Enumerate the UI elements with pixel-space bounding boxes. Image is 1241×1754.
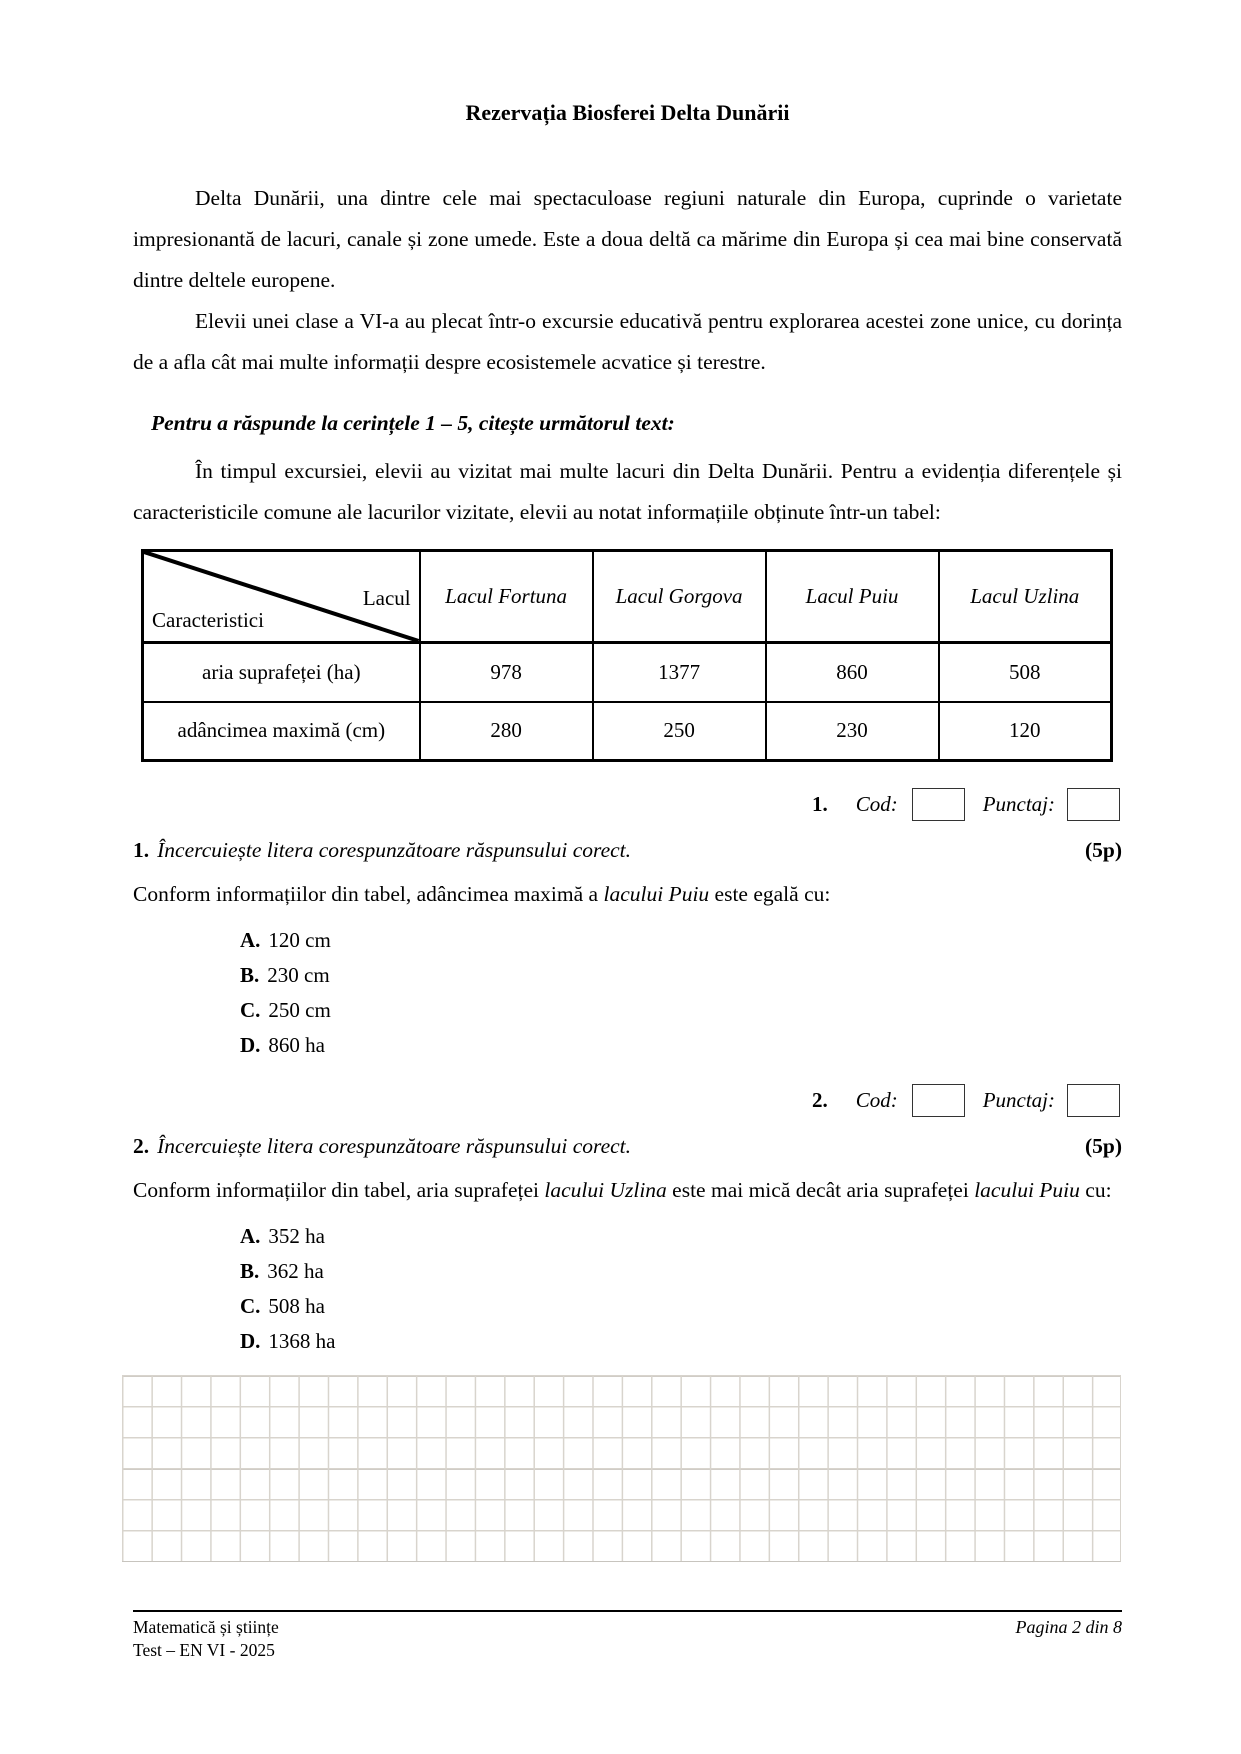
cell-depth-uzlina: 120	[939, 702, 1112, 761]
punctaj-label-q1: Punctaj:	[982, 791, 1055, 816]
footer-page-number: Pagina 2 din 8	[1015, 1617, 1122, 1637]
q1-body-text: Conform informațiilor din tabel, adâncimea maximă a	[133, 882, 604, 906]
q2-option-a	[240, 1224, 1122, 1249]
score-q2-number: 2.	[811, 1087, 828, 1112]
column-header-lake-puiu: Lacul Puiu	[766, 551, 939, 643]
page-title: Rezervația Biosferei Delta Dunării	[465, 100, 790, 125]
q1-option-c	[240, 998, 1122, 1023]
cell-depth-fortuna: 280	[420, 702, 593, 761]
row-label-depth: adâncimea maximă (cm)	[143, 702, 420, 761]
punctaj-box-q1[interactable]	[1067, 788, 1120, 821]
reading-instruction: Pentru a răspunde la cerințele 1 – 5, citește următorul text:	[151, 411, 675, 435]
q2-option-b	[240, 1259, 1122, 1284]
intro-paragraph-1: Delta Dunării, una dintre cele mai spectaculoase regiuni naturale din Europa, cuprinde o varietate impresionantă de lacuri, canale și zone umede. Este a doua deltă ca mărime din Europa și cea mai bine conservată dintre deltele europene.	[133, 186, 1122, 292]
q2-option-a-letter: A.	[240, 1224, 261, 1248]
table-intro-paragraph: În timpul excursiei, elevii au vizitat mai multe lacuri din Delta Dunării. Pentru a evidenția diferențele și caracteristicile comune ale lacurilor vizitate, elevii au notat informațiile obținute într-un tabel:	[133, 459, 1122, 524]
q1-option-d-text: 860 ha	[268, 1033, 325, 1057]
q2-option-b-text: 362 ha	[267, 1259, 324, 1283]
table-row-depth	[143, 702, 1112, 761]
corner-label-caracteristici: Caracteristici	[152, 608, 264, 632]
q1-option-b	[240, 963, 1122, 988]
cell-area-uzlina: 508	[939, 643, 1112, 702]
score-q1-number: 1.	[811, 791, 828, 816]
q1-option-b-text: 230 cm	[267, 963, 330, 987]
question-1-number: 1.	[133, 838, 150, 862]
punctaj-label-q2: Punctaj:	[982, 1087, 1055, 1112]
q2-option-d	[240, 1329, 1122, 1354]
q1-option-a	[240, 928, 1122, 953]
q2-option-a-text: 352 ha	[268, 1224, 325, 1248]
q2-body-text: Conform informațiilor din tabel, aria suprafeței	[133, 1178, 545, 1202]
corner-label-lacul: Lacul	[362, 586, 411, 610]
q2-body-text-end: cu:	[1079, 1178, 1112, 1202]
cell-area-fortuna: 978	[420, 643, 593, 702]
cell-area-puiu: 860	[766, 643, 939, 702]
column-header-lake-uzlina: Lacul Uzlina	[939, 551, 1112, 643]
q1-option-a-letter: A.	[240, 928, 261, 952]
q1-option-b-letter: B.	[240, 963, 260, 987]
question-1-prompt: Încercuiește litera corespunzătoare răspunsului corect.	[157, 838, 632, 862]
row-label-area: aria suprafeței (ha)	[143, 643, 420, 702]
question-1-body	[133, 874, 1122, 915]
punctaj-box-q2[interactable]	[1067, 1084, 1120, 1117]
q2-body-lake-puiu: lacului Puiu	[974, 1178, 1080, 1202]
score-header-q1	[133, 786, 1122, 822]
q2-option-c-letter: C.	[240, 1294, 261, 1318]
question-2-body	[133, 1170, 1122, 1211]
cod-box-q2[interactable]	[912, 1084, 965, 1117]
question-1-points: (5p)	[1084, 838, 1122, 862]
q2-body-text-mid: este mai mică decât aria suprafeței	[666, 1178, 975, 1202]
table-row-area	[143, 643, 1112, 702]
column-header-lake-gorgova: Lacul Gorgova	[593, 551, 766, 643]
q2-option-b-letter: B.	[240, 1259, 260, 1283]
q1-body-text-end: este egală cu:	[709, 882, 831, 906]
page-footer	[133, 1610, 1122, 1662]
q2-option-d-letter: D.	[240, 1329, 261, 1353]
footer-left	[133, 1616, 279, 1662]
q1-body-lake-name: lacului Puiu	[603, 882, 710, 906]
question-2-options	[240, 1224, 1122, 1354]
cell-depth-puiu: 230	[766, 702, 939, 761]
question-2-prompt: Încercuiește litera corespunzătoare răspunsului corect.	[157, 1134, 632, 1158]
question-2-number: 2.	[133, 1134, 150, 1158]
question-1-options	[240, 928, 1122, 1058]
question-2-points: (5p)	[1084, 1134, 1122, 1158]
footer-subject: Matematică și științe	[133, 1617, 279, 1637]
column-header-lake-fortuna: Lacul Fortuna	[420, 551, 593, 643]
lakes-data-table	[141, 549, 1113, 762]
q2-option-c-text: 508 ha	[268, 1294, 325, 1318]
cod-box-q1[interactable]	[912, 788, 965, 821]
table-corner-cell	[143, 551, 420, 643]
q1-option-d-letter: D.	[240, 1033, 261, 1057]
cell-area-gorgova: 1377	[593, 643, 766, 702]
table-header-row	[143, 551, 1112, 643]
q1-option-a-text: 120 cm	[268, 928, 331, 952]
answer-writing-grid[interactable]	[122, 1375, 1121, 1562]
score-header-q2	[133, 1082, 1122, 1118]
cod-label-q2: Cod:	[855, 1087, 898, 1112]
q2-body-lake-uzlina: lacului Uzlina	[544, 1178, 667, 1202]
cod-label-q1: Cod:	[855, 791, 898, 816]
footer-test-id: Test – EN VI - 2025	[133, 1640, 275, 1660]
cell-depth-gorgova: 250	[593, 702, 766, 761]
q1-option-c-letter: C.	[240, 998, 261, 1022]
q1-option-c-text: 250 cm	[268, 998, 331, 1022]
question-2-header	[133, 1134, 1122, 1159]
q2-option-c	[240, 1294, 1122, 1319]
intro-paragraph-2: Elevii unei clase a VI-a au plecat într-o excursie educativă pentru explorarea acestei zone unice, cu dorința de a afla cât mai multe informații despre ecosistemele acvatice și terestre.	[133, 309, 1122, 374]
q2-option-d-text: 1368 ha	[268, 1329, 336, 1353]
q1-option-d	[240, 1033, 1122, 1058]
question-1-header	[133, 838, 1122, 863]
